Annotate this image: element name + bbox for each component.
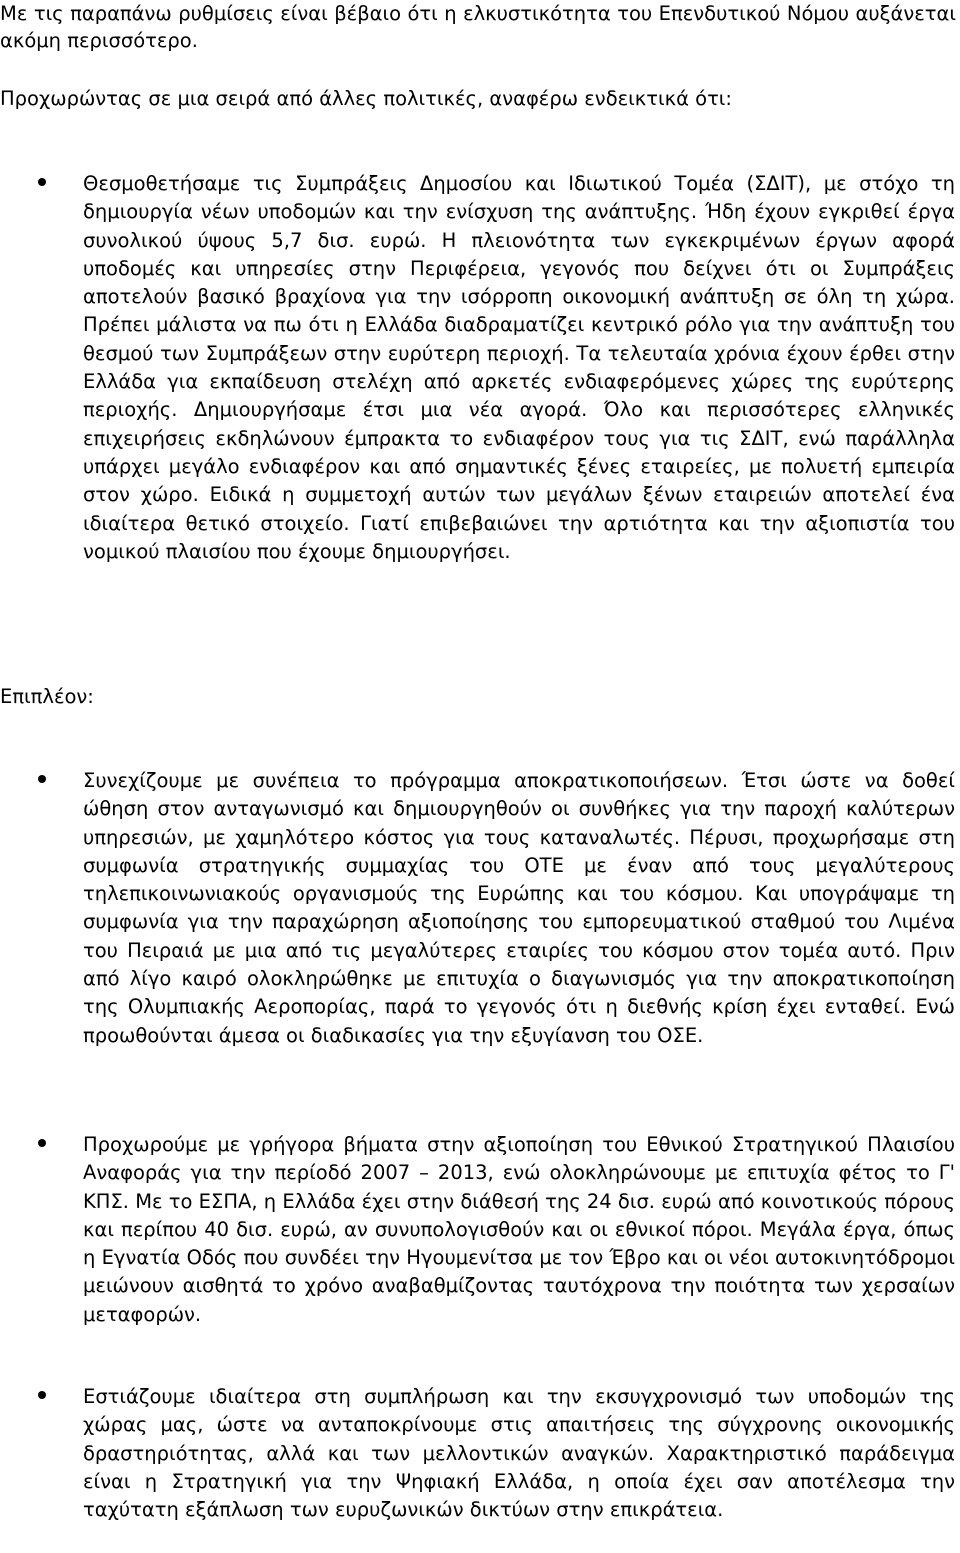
section-heading: Επιπλέον:	[0, 685, 94, 708]
bullet-text: Εστιάζουμε ιδιαίτερα στη συμπλήρωση και την εκσυγχρονισμό των υποδομών της χώρας μας, ώστε να ανταποκρίνουμε στις απαιτήσεις της σύγχρονης οικονομικής δραστηριότητας, αλλά και των μελλοντικών αναγκών. Χαρακτηριστικό παράδειγμα είναι η Στρατηγική για την Ψηφιακή Ελλάδα, η οποία έχει σαν αποτέλεσμα την ταχύτατη εξάπλωση των ευρυζωνικών δικτύων στην επικράτεια.	[83, 1385, 955, 1522]
bullet-text: Συνεχίζουμε με συνέπεια το πρόγραμμα αποκρατικοποιήσεων. Έτσι ώστε να δοθεί ώθηση στον ανταγωνισμό και δημιουργηθούν οι συνθήκες για την παροχή καλύτερων υπηρεσιών, με χαμηλότερο κόστος για τους καταναλωτές. Πέρυσι, προχωρήσαμε στη συμφωνία στρατηγικής συμμαχίας του ΟΤΕ με έναν από τους μεγαλύτερους τηλεπικοινωνιακούς οργανισμούς της Ευρώπης και του κόσμου. Και υπογράψαμε τη συμφωνία για την παραχώρηση αξιοποίησης του εμπορευματικού σταθμού του Λιμένα του Πειραιά με μια από τις μεγαλύτερες εταιρίες του κόσμου στον τομέα αυτό. Πριν από λίγο καιρό ολοκληρώθηκε με επιτυχία ο διαγωνισμός για την αποκρατικοποίηση της Ολυμπιακής Αεροπορίας, παρά το γεγονός ότι η διεθνής κρίση έχει ενταθεί. Ενώ προωθούνται άμεσα οι διαδικασίες για την εξυγίανση του ΟΣΕ.	[83, 769, 955, 1047]
intro-paragraph: Με τις παραπάνω ρυθμίσεις είναι βέβαιο ότι η ελκυστικότητα του Επενδυτικού Νόμου αυξάνεται ακόμη περισσότερο.	[0, 2, 956, 53]
bullet-dot-icon	[38, 178, 46, 186]
bullet-dot-icon	[38, 1139, 46, 1147]
bullet-dot-icon	[38, 1391, 46, 1399]
bullet-text: Προχωρούμε με γρήγορα βήματα στην αξιοποίηση του Εθνικού Στρατηγικού Πλαισίου Αναφοράς για την περίοδό 2007 – 2013, ενώ ολοκληρώνουμε με επιτυχία φέτος το Γ' ΚΠΣ. Με το ΕΣΠΑ, η Ελλάδα έχει στην διάθεσή της 24 δισ. ευρώ από κοινοτικούς πόρους και περίπου 40 δισ. ευρώ, αν συνυπολογισθούν και οι εθνικοί πόροι. Μεγάλα έργα, όπως η Εγνατία Οδός που συνδέει την Ηγουμενίτσα με τον Έβρο και οι νέοι αυτοκινητόδρομοι μειώνουν αισθητά το χρόνο αναβαθμίζοντας ταυτόχρονα την ποιότητα των χερσαίων μεταφορών.	[83, 1133, 955, 1326]
bullet-dot-icon	[38, 775, 46, 783]
bullet-text: Θεσμοθετήσαμε τις Συμπράξεις Δημοσίου και Ιδιωτικού Τομέα (ΣΔΙΤ), με στόχο τη δημιουργία νέων υποδομών και την ενίσχυση της ανάπτυξης. Ήδη έχουν εγκριθεί έργα συνολικού ύψους 5,7 δισ. ευρώ. Η πλειονότητα των εγκεκριμένων έργων αφορά υποδομές και υπηρεσίες στην Περιφέρεια, γεγονός που δείχνει ότι οι Συμπράξεις αποτελούν βασικό βραχίονα για την ισόρροπη οικονομική ανάπτυξη σε όλη τη χώρα. Πρέπει μάλιστα να πω ότι η Ελλάδα διαδραματίζει κεντρικό ρόλο για την ανάπτυξη του θεσμού των Συμπράξεων στην ευρύτερη περιοχή. Τα τελευταία χρόνια έχουν έρθει στην Ελλάδα για εκπαίδευση στελέχη από αρκετές ενδιαφερόμενες χώρες της ευρύτερης περιοχής. Δημιουργήσαμε έτσι μια νέα αγορά. Όλο και περισσότερες ελληνικές επιχειρήσεις εκδηλώνουν έμπρακτα το ενδιαφέρον τους για τις ΣΔΙΤ, ενώ παράλληλα υπάρχει μεγάλο ενδιαφέρον και από σημαντικές ξένες εταιρείες, με πολυετή εμπειρία στον χώρο. Ειδικά η συμμετοχή αυτών των μεγάλων ξένων εταιρειών αποτελεί ένα ιδιαίτερα θετικό στοιχείο. Γιατί επιβεβαιώνει την αρτιότητα και την αξιοπιστία του νομικού πλαισίου που έχουμε δημιουργήσει.	[83, 172, 955, 563]
lead-paragraph: Προχωρώντας σε μια σειρά από άλλες πολιτικές, αναφέρω ενδεικτικά ότι:	[0, 87, 732, 110]
